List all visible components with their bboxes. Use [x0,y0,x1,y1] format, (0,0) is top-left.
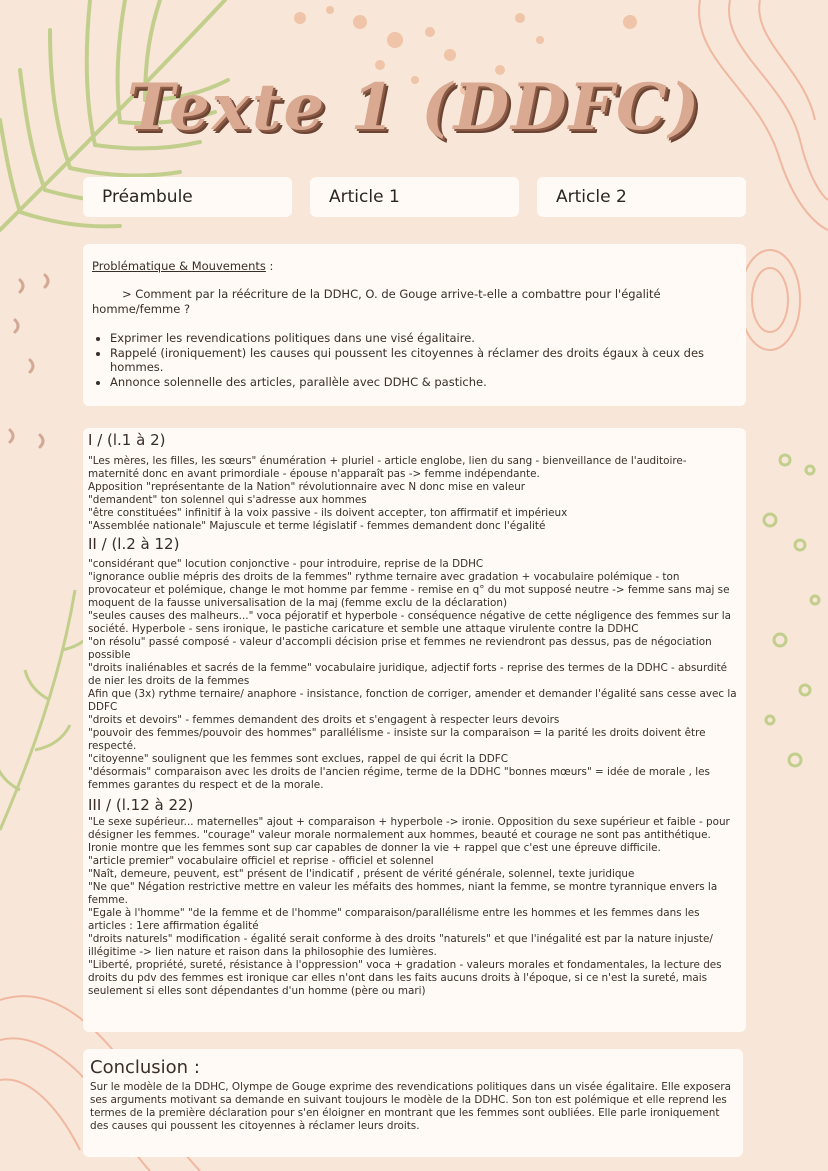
tab-article-1[interactable]: Article 1 [310,177,519,217]
analysis-line: "droits inaliénables et sacrés de la femme" vocabulaire juridique, adjectif forts - reprise des termes de la DDHC - absurdité de nier les droits de la femmes [88,662,728,687]
analysis-line: "on résolu" passé composé - valeur d'accompli décision prise et femmes ne reviendront pas dessus, pas de négociation possible [88,636,712,661]
analysis-line: "article premier" vocabulaire officiel et reprise - officiel et solennel [88,855,434,867]
analysis-line: "désormais" comparaison avec les droits de l'ancien régime, terme de la DDHC "bonnes mœurs" = idée de morale , les femmes garantes du respect et de la morale. [88,766,710,791]
list-item: • Annonce solennelle des articles, parallèle avec DDHC & pastiche. [110,375,750,389]
analysis-line: "Ne que" Négation restrictive mettre en valeur les méfaits des hommes, niant la femme, se montre tyrannique envers la femme. [88,881,718,906]
analysis-card [83,428,746,1032]
analysis-line: "seules causes des malheurs..." voca péjoratif et hyperbole - conséquence négative de cette négligence des femmes sur la société. Hyperbole - sens ironique, le pastiche caricature et semble une attaque virulente contre la DDHC [88,610,731,635]
section-1 [88,431,737,533]
page-title: Texte 1 (DDFC) [126,70,702,145]
tab-article-2[interactable]: Article 2 [537,177,746,217]
analysis-line: "Les mères, les filles, les sœurs" énumération + pluriel - article englobe, lien du sang - bienveillance de l'auditoire- maternité donc en avant primordiale - épouse n'apparaît pas -> femme indépendante. [88,455,687,480]
section-3 [88,796,737,998]
analysis-line: "Liberté, propriété, sureté, résistance à l'oppression" voca + gradation - valeurs morales et fondamentales, la lecture des droits du pdv des femmes est ironique car elles n'ont dans les faits aucuns droits à l'époque, si ce n'est la sureté, mais seulement si elles sont dépendantes d'un homme (père ou mari) [88,959,722,997]
analysis-line: "Egale à l'homme" "de la femme et de l'homme" comparaison/parallélisme entre les hommes et les femmes dans les articles : 1ere affirmation égalité [88,907,700,932]
tab-preambule[interactable]: Préambule [83,177,292,217]
comma-marks [10,275,48,447]
analysis-line: "pouvoir des femmes/pouvoir des hommes" parallélisme - insiste sur la comparaison = la parité les droits doivent être respecté. [88,727,706,752]
analysis-line: Afin que (3x) rythme ternaire/ anaphore - insistance, fonction de corriger, amender et demander l'égalité sans cesse avec la DDFC [88,688,737,713]
problematique-question: > Comment par la réécriture de la DDHC, O. de Gouge arrive-t-elle a combattre pour l'égalité homme/femme ? [92,287,661,316]
conclusion-text: Sur le modèle de la DDHC, Olympe de Gouge exprime des revendications politiques dans un visée égalitaire. Elle exposera ses arguments motivant sa demande en suivant toujours le modèle de la DDHC. Son ton est polémique et elle reprend les termes de la première déclaration pour s'en éloigner en montrant que les femmes sont oubliées. Elle parle ironiquement des causes qui poussent les citoyennes à réclamer leurs droits. [90,1081,732,1132]
analysis-line: "être constituées" infinitif à la voix passive - ils doivent accepter, ton affirmatif et impérieux [88,507,568,519]
conclusion-card [83,1049,743,1157]
section-heading: II / (l.2 à 12) [88,535,180,553]
problematique-card [83,244,746,406]
analysis-line: "Naît, demeure, peuvent, est" présent de l'indicatif , présent de vérité générale, solennel, texte juridique [88,868,635,880]
mouvements-list [92,331,750,390]
analysis-line: "Le sexe supérieur... maternelles" ajout + comparaison + hyperbole -> ironie. Opposition du sexe supérieur et faible - pour désigner les femmes. "courage" valeur morale normalement aux hommes, beauté et courage ne sont pas antithétique. Ironie montre que les femmes sont sup car capables de donner la vie + rappel que c'est une épreuve difficile. [88,816,730,854]
analysis-line: "Assemblée nationale" Majuscule et terme législatif - femmes demandent donc l'égalité [88,520,546,532]
analysis-line: "citoyenne" soulignent que les femmes sont exclues, rappel de qui écrit la DDFC [88,753,508,765]
analysis-line: "demandent" ton solennel qui s'adresse aux hommes [88,494,367,506]
section-2 [88,535,737,792]
list-item: • Rappelé (ironiquement) les causes qui poussent les citoyennes à réclamer des droits égaux à ceux des hommes. [110,346,750,374]
conclusion-heading: Conclusion : [90,1057,200,1078]
analysis-line: Apposition "représentante de la Nation" révolutionnaire avec N donc mise en valeur [88,481,526,493]
list-item: • Exprimer les revendications politiques dans une visé égalitaire. [110,331,750,345]
section-heading: I / (l.1 à 2) [88,431,166,449]
analysis-line: "considérant que" locution conjonctive - pour introduire, reprise de la DDHC [88,558,484,570]
analysis-line: "droits naturels" modification - égalité serait conforme à des droits "naturels" et que l'inégalité est par la nature injuste/ illégitime -> lien nature et raison dans la philosophie des lumières. [88,933,713,958]
section-heading: III / (l.12 à 22) [88,796,194,814]
problematique-heading: Problématique & Mouvements : [92,259,274,273]
ring-pattern [764,455,819,766]
analysis-line: "droits et devoirs" - femmes demandent des droits et s'engagent à respecter leurs devoirs [88,714,560,726]
analysis-line: "ignorance oublie mépris des droits de la femmes" rythme ternaire avec gradation + vocabulaire polémique - ton provocateur et polémique, change le mot homme par femme - remise en q° du mot supposé neutre -> femme sans maj se moquent de la fausse universalisation de la maj (femme exclu de la déclaration) [88,571,730,609]
